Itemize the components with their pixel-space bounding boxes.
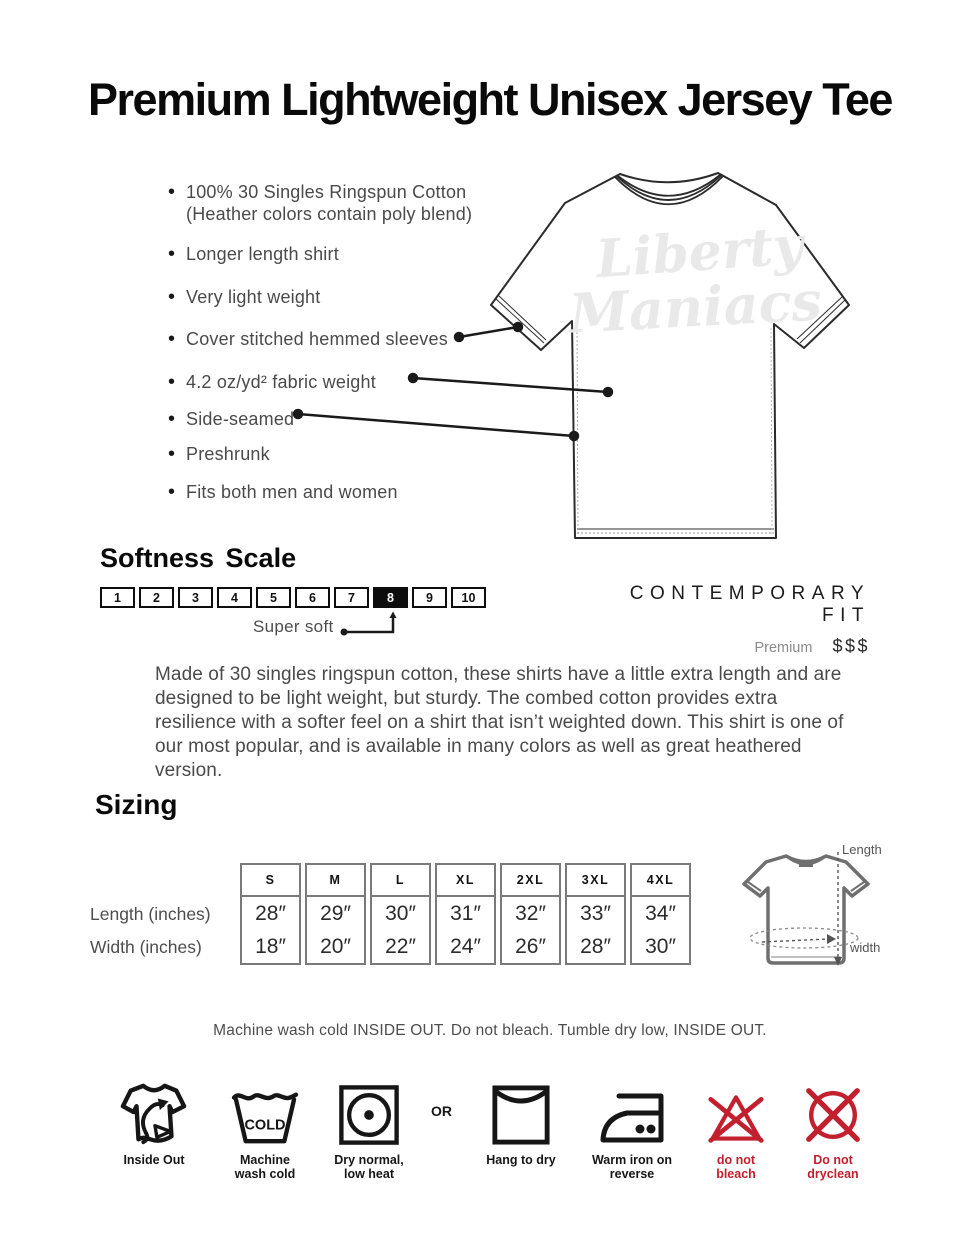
fit-label: CONTEMPORARY FIT	[629, 583, 870, 626]
bullet-icon: •	[168, 443, 176, 466]
measurement-diagram	[728, 840, 900, 988]
length-row-label: Length (inches)	[90, 904, 211, 924]
scale-level-7: 7	[334, 587, 369, 608]
softness-heading: Softness Scale	[100, 543, 297, 573]
scale-level-3: 3	[178, 587, 213, 608]
size-header: L	[372, 865, 429, 897]
width-cell: 30″	[645, 934, 676, 958]
width-cell: 18″	[255, 934, 286, 958]
scale-level-2: 2	[139, 587, 174, 608]
do-not-dryclean-icon	[802, 1084, 864, 1146]
size-header: S	[242, 865, 299, 897]
width-diagram-label: width	[850, 940, 881, 955]
length-cell: 29″	[320, 901, 351, 925]
size-header: 3XL	[567, 865, 624, 897]
care-item-hang-dry	[479, 1076, 563, 1167]
feature-text: 100% 30 Singles Ringspun Cotton (Heather colors contain poly blend)	[186, 182, 473, 225]
mini-collar-tag	[799, 860, 813, 867]
size-header: XL	[437, 865, 494, 897]
scale-level-8-selected: 8	[373, 587, 408, 608]
feature-item	[168, 328, 498, 350]
scale-level-1: 1	[100, 587, 135, 608]
care-label: Do not dryclean	[807, 1153, 859, 1182]
feature-item	[168, 286, 498, 308]
feature-item	[168, 181, 498, 226]
feature-text: Fits both men and women	[186, 481, 398, 502]
length-cell: 28″	[255, 901, 286, 925]
care-label: Hang to dry	[486, 1153, 556, 1167]
scale-level-6: 6	[295, 587, 330, 608]
feature-text: 4.2 oz/yd² fabric weight	[186, 371, 376, 392]
care-item-tumble-dry	[334, 1076, 404, 1182]
care-label: Dry normal, low heat	[334, 1153, 404, 1182]
sizing-heading: Sizing	[95, 789, 178, 820]
watermark-line2: Maniacs	[567, 268, 824, 346]
scale-level-5: 5	[256, 587, 291, 608]
fit-block	[580, 583, 870, 657]
page-title: Premium Lightweight Unisex Jersey Tee	[88, 74, 892, 125]
width-cell: 24″	[450, 934, 481, 958]
inside-out-icon	[120, 1082, 188, 1146]
care-icons-row	[112, 1076, 868, 1182]
feature-text: Very light weight	[186, 286, 321, 307]
size-column-m	[305, 863, 366, 965]
feature-list	[168, 181, 498, 518]
softness-annotation	[253, 611, 400, 639]
feature-item	[168, 443, 498, 465]
care-item-wash-cold	[223, 1076, 307, 1182]
length-cell: 33″	[580, 901, 611, 925]
machine-wash-cold-icon	[230, 1086, 300, 1146]
care-label: Warm iron on reverse	[591, 1153, 673, 1182]
scale-level-4: 4	[217, 587, 252, 608]
feature-item	[168, 408, 498, 430]
length-cell: 30″	[385, 901, 416, 925]
watermark-line1: Liberty	[594, 214, 806, 291]
feature-text: Cover stitched hemmed sleeves	[186, 329, 448, 350]
size-column-s	[240, 863, 301, 965]
care-label: Inside Out	[123, 1153, 185, 1167]
size-column-3xl	[565, 863, 626, 965]
length-cell: 34″	[645, 901, 676, 925]
size-header: 4XL	[632, 865, 689, 897]
feature-item	[168, 371, 498, 393]
cold-text: COLD	[244, 1117, 286, 1134]
care-instructions: Machine wash cold INSIDE OUT. Do not bleach. Tumble dry low, INSIDE OUT.	[213, 1022, 767, 1039]
price-rating: $$$	[832, 636, 870, 656]
scale-level-9: 9	[412, 587, 447, 608]
care-item-no-bleach	[701, 1076, 771, 1182]
size-column-xl	[435, 863, 496, 965]
bullet-icon: •	[168, 328, 176, 351]
width-cell: 20″	[320, 934, 351, 958]
width-cell: 22″	[385, 934, 416, 958]
scale-level-10: 10	[451, 587, 486, 608]
care-item-warm-iron	[590, 1076, 674, 1182]
feature-item	[168, 481, 498, 503]
bullet-icon: •	[168, 480, 176, 503]
feature-text: Preshrunk	[186, 444, 270, 465]
care-item-inside-out	[112, 1076, 196, 1167]
length-cell: 32″	[515, 901, 546, 925]
care-label: do not bleach	[716, 1153, 756, 1182]
do-not-bleach-icon	[707, 1090, 765, 1146]
brand-watermark	[566, 215, 824, 346]
product-description: Made of 30 singles ringspun cotton, these shirts have a little extra length and are designed to be light weight, but sturdy. The combed cotton provides extra resilience with a softer feel on a shirt that isn’t weighted down. This shirt is one of our most popular, and is available in many colors as well as great heathered version.	[155, 664, 844, 781]
supersoft-pointer-icon	[338, 611, 400, 639]
sizing-table	[240, 863, 691, 965]
fit-subrow	[580, 636, 870, 657]
bullet-icon: •	[168, 181, 176, 203]
bullet-icon: •	[168, 407, 176, 430]
width-row-label: Width (inches)	[90, 937, 202, 957]
width-cell: 26″	[515, 934, 546, 958]
sizing-row-labels	[90, 898, 211, 964]
width-cell: 28″	[580, 934, 611, 958]
or-label: OR	[431, 1103, 452, 1119]
supersoft-label: Super soft	[253, 617, 334, 636]
bullet-icon: •	[168, 370, 176, 393]
hang-to-dry-icon	[491, 1084, 551, 1146]
size-column-4xl	[630, 863, 691, 965]
feature-text: Longer length shirt	[186, 243, 339, 264]
size-column-2xl	[500, 863, 561, 965]
fit-tier-label: Premium	[754, 640, 813, 656]
size-header: M	[307, 865, 364, 897]
feature-text: Side-seamed	[186, 408, 295, 429]
bullet-icon: •	[168, 285, 176, 308]
care-label: Machine wash cold	[234, 1153, 296, 1182]
tshirt-illustration	[478, 158, 890, 554]
care-item-no-dryclean	[798, 1076, 868, 1182]
size-header: 2XL	[502, 865, 559, 897]
tumble-dry-low-icon	[338, 1084, 400, 1146]
bullet-icon: •	[168, 242, 176, 265]
length-cell: 31″	[450, 901, 481, 925]
warm-iron-reverse-icon	[599, 1090, 665, 1146]
feature-item	[168, 243, 498, 265]
size-column-l	[370, 863, 431, 965]
length-diagram-label: Length	[842, 842, 882, 857]
softness-scale	[100, 587, 486, 608]
